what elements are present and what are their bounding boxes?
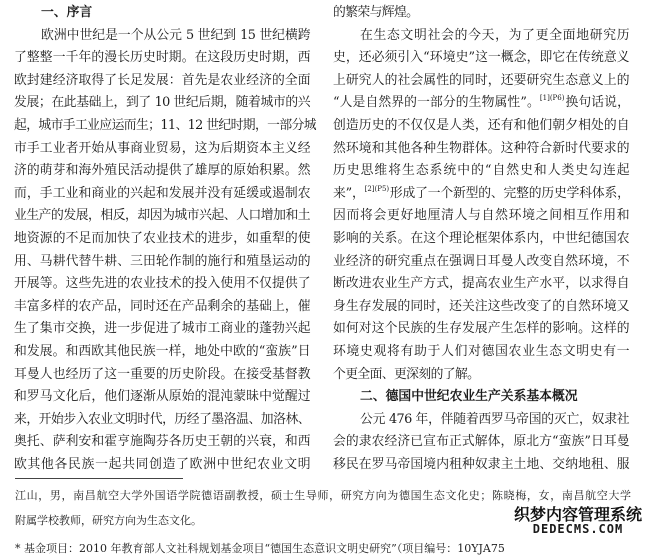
watermark-logo bbox=[512, 506, 644, 536]
text-line bbox=[14, 92, 310, 115]
text-line bbox=[333, 25, 629, 48]
text-line bbox=[14, 318, 310, 341]
text-line bbox=[333, 251, 629, 274]
text-line bbox=[14, 296, 310, 319]
line-text: 地资源的不足而加快了农业技术的进步，如重犁的使 bbox=[14, 230, 310, 246]
text-line bbox=[333, 296, 629, 319]
line-text: 史，还必须引入“环境史”这一概念，即它在传统意义 bbox=[333, 50, 629, 66]
text-line bbox=[333, 160, 629, 183]
text-line bbox=[333, 115, 629, 138]
text-line bbox=[333, 431, 629, 454]
section-heading bbox=[333, 386, 629, 409]
text-line bbox=[14, 160, 310, 183]
footnote-author-line-2: 附属学校教师，研究方向为生态文化。 bbox=[15, 514, 202, 527]
line-text: 而，手工业和商业的兴起和发展并没有延缓或遏制农 bbox=[14, 185, 310, 201]
text-line bbox=[14, 251, 310, 274]
section-heading bbox=[14, 2, 310, 25]
line-text: 个更全面、更深刻的了解。 bbox=[333, 366, 480, 382]
line-text: 欧其他各民族一起共同创造了欧洲中世纪农业文明 bbox=[14, 456, 310, 472]
line-text: 发展；在此基础上，到了 10 世纪后期，随着城市的兴 bbox=[14, 95, 310, 111]
text-line bbox=[333, 454, 629, 477]
line-text: 来”， bbox=[333, 185, 365, 201]
line-text: 在生态文明社会的今天，为了更全面地研究历 bbox=[360, 27, 629, 43]
text-line bbox=[14, 364, 310, 387]
text-line bbox=[14, 409, 310, 432]
text-line bbox=[14, 70, 310, 93]
text-line bbox=[333, 92, 629, 115]
text-line bbox=[333, 364, 629, 387]
text-line bbox=[14, 341, 310, 364]
footnote-fund: * 基金项目：2010 年教育部人文社科规划基金项目“德国生态意识文明史研究”（项目编号：10YJA75 bbox=[15, 542, 505, 555]
line-text: 欧洲中世纪是一个从公元 5 世纪到 15 世纪横跨 bbox=[41, 27, 310, 43]
line-text: 的繁荣与辉煌。 bbox=[333, 5, 419, 20]
line-text: 公元 476 年，伴随着西罗马帝国的灭亡，奴隶社 bbox=[360, 411, 629, 427]
line-text: 移民在罗马帝国境内租种奴隶主土地、交纳地租、服 bbox=[333, 456, 629, 472]
line-text: 业生产的发展，相反，却因为城市兴起、人口增加和土 bbox=[14, 208, 310, 224]
line-text: 会的隶农经济已宣布正式解体，原北方“蛮族”日耳曼 bbox=[333, 434, 629, 450]
line-text: 济的萌芽和海外殖民活动提供了雄厚的原始积累。然 bbox=[14, 163, 310, 179]
line-text: 因而将会更好地厘清人与自然环境之间相互作用和 bbox=[333, 208, 629, 224]
text-line bbox=[14, 386, 310, 409]
line-text: 历史思维将生态系统中的“自然史和人类史勾连起 bbox=[333, 163, 629, 179]
line-text: 用、马耕代替牛耕、三田轮作制的施行和殖垦运动的 bbox=[14, 253, 310, 269]
line-text: 生了集市交换，进一步促进了城市工商业的蓬勃兴起 bbox=[14, 321, 310, 337]
line-text: 来，开始步入农业文明时代，历经了墨洛温、加洛林、 bbox=[14, 411, 310, 427]
line-text: 市手工业者开始从事商业贸易，这为后期资本主义经 bbox=[14, 140, 310, 156]
line-text: 影响的关系。在这个理论框架体系内，中世纪德国农 bbox=[333, 230, 629, 246]
line-text: 丰富多样的农产品，同时还在产品剩余的基础上，催 bbox=[14, 298, 310, 314]
line-text: 如何对这个民族的生存发展产生怎样的影响。这样的 bbox=[333, 321, 629, 337]
text-line bbox=[14, 228, 310, 251]
line-text: 业经济的研究重点在强调日耳曼人改变自然环境，不 bbox=[333, 253, 629, 269]
footnote-author-line-1: 江山，男，南昌航空大学外国语学院德语副教授，硕士生导师，研究方向为德国生态文化史；陈晓梅，女，南昌航空大学 bbox=[15, 489, 631, 502]
citation-superscript: [1](P6) bbox=[539, 94, 565, 103]
text-line bbox=[14, 454, 310, 477]
line-text: 欧封建经济取得了长足发展：首先是农业经济的全面 bbox=[14, 72, 310, 88]
text-line bbox=[14, 115, 316, 138]
watermark-en-text: DEDECMS.COM bbox=[532, 522, 624, 536]
citation-superscript: [2](P5) bbox=[364, 184, 390, 193]
text-line bbox=[333, 273, 629, 296]
text-line bbox=[14, 431, 310, 454]
line-text: 然环境和其他各种生物群体。这种符合新时代要求的 bbox=[333, 140, 629, 156]
line-text-after-citation: 形成了一个新型的、完整的历史学科体系， bbox=[389, 185, 630, 201]
text-line bbox=[333, 318, 629, 341]
text-line bbox=[14, 47, 310, 70]
line-text: 奥托、萨利安和霍亨施陶芬各历史王朝的兴衰，和西 bbox=[14, 434, 310, 450]
line-text: 二、德国中世纪农业生产关系基本概况 bbox=[360, 389, 578, 405]
text-line bbox=[14, 183, 310, 206]
text-line bbox=[333, 341, 629, 364]
watermark-cn-text: 织梦内容管理系统 bbox=[513, 505, 642, 524]
line-text: 创造历史的不仅仅是人类，还有和他们朝夕相处的自 bbox=[333, 117, 629, 133]
line-text: 环境史观将有助于人们对德国农业生态文明史有一 bbox=[333, 343, 629, 359]
right-text-column bbox=[333, 2, 629, 476]
line-text: 开展等。这些先进的农业技术的投入使用不仅提供了 bbox=[14, 276, 310, 292]
text-line bbox=[333, 138, 629, 161]
text-line bbox=[333, 70, 629, 93]
text-line bbox=[333, 47, 629, 70]
line-text: 起，城市手工业应运而生；11、12 世纪时期，一部分城 bbox=[14, 117, 316, 133]
text-line bbox=[333, 205, 629, 228]
text-line bbox=[14, 205, 310, 228]
text-line bbox=[14, 138, 310, 161]
line-text: 了整整一千年的漫长历史时期。在这段历史时期，西 bbox=[14, 50, 310, 66]
line-text: 一、序言 bbox=[41, 5, 93, 20]
text-line bbox=[333, 228, 629, 251]
line-text-after-citation: 换句话说， bbox=[564, 95, 629, 111]
text-line bbox=[333, 2, 629, 25]
text-line bbox=[14, 25, 310, 48]
line-text: 和罗马文化后，他们逐渐从原始的混沌蒙昧中觉醒过 bbox=[14, 389, 310, 405]
line-text: 上研究人的社会属性的同时，还要研究生态意义上的 bbox=[333, 72, 629, 88]
footnote-divider bbox=[15, 478, 183, 479]
line-text: “人是自然界的一部分的生物属性”。 bbox=[333, 95, 540, 111]
line-text: 身生存发展的同时，还关注这些改变了的自然环境又 bbox=[333, 298, 629, 314]
line-text: 和发展。和西欧其他民族一样，地处中欧的“蛮族”日 bbox=[14, 343, 310, 359]
left-text-column bbox=[14, 2, 316, 476]
text-line bbox=[333, 183, 629, 206]
text-line bbox=[14, 273, 310, 296]
text-line bbox=[333, 409, 629, 432]
line-text: 断改进农业生产方式，提高农业生产水平，以求得自 bbox=[333, 276, 629, 292]
line-text: 耳曼人也经历了这一重要的历史阶段。在接受基督教 bbox=[14, 366, 310, 382]
